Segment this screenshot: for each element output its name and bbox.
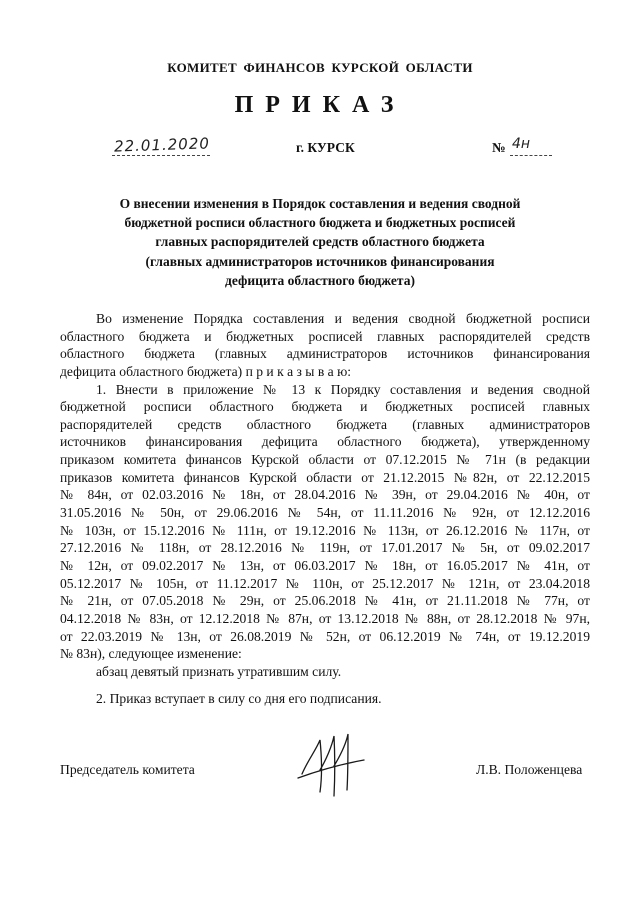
body-line: 04.12.2018 № 83н, от 12.12.2018 № 87н, от 13.12.2018 № 88н, от 28.12.2018 № 97н, — [60, 610, 590, 626]
clause-2: 2. Приказ вступает в силу со дня его подписания. — [96, 691, 382, 706]
body-line: № 83н), следующее изменение: — [60, 646, 242, 662]
subject-line: главных распорядителей средств областного бюджета — [155, 234, 485, 250]
body-line: областного бюджета (главных администраторов источников финансирования — [60, 346, 590, 362]
body-line: абзац девятый признать утратившим силу. — [96, 663, 342, 679]
document-subject — [60, 194, 580, 290]
body-line: источников финансирования дефицита областного бюджета), утвержденному — [60, 434, 590, 450]
handwritten-date: 22.01.2020 — [113, 134, 211, 156]
number-label: № — [492, 140, 506, 155]
body-line: бюджетной росписи областного бюджета и бюджетных росписей главных — [60, 399, 590, 415]
subject-line: бюджетной росписи областного бюджета и бюджетных росписей — [124, 215, 516, 231]
signer-name: Л.В. Положенцева — [476, 762, 583, 777]
body-line: приказов комитета финансов Курской области от 21.12.2015 №82н, от 22.12.2015 — [60, 469, 590, 485]
subject-line: О внесении изменения в Порядок составления и ведения сводной — [119, 196, 521, 211]
body-line: № 12н, от 09.02.2017 № 13н, от 06.03.2017 № 18н, от 16.05.2017 № 41н, от — [60, 557, 590, 573]
handwritten-signature — [290, 730, 370, 800]
document-body — [60, 310, 590, 680]
signer-title: Председатель комитета — [60, 762, 195, 777]
number-underline — [510, 155, 552, 157]
body-line: 27.12.2016 № 118н, от 28.12.2016 № 119н, от 17.01.2017 № 5н, от 09.02.2017 — [60, 540, 590, 556]
body-line: 1. Внести в приложение № 13 к Порядку составления и ведения сводной — [96, 381, 590, 397]
body-line: № 84н, от 02.03.2016 № 18н, от 28.04.2016 № 39н, от 29.04.2016 № 40н, от — [60, 487, 590, 503]
body-line: областного бюджета и бюджетных росписей главных распорядителей средств — [60, 328, 590, 344]
document-meta-row — [0, 134, 640, 160]
body-line: приказом комитета финансов Курской области от 07.12.2015 № 71н (в редакции — [60, 452, 590, 468]
body-line: Во изменение Порядка составления и ведения сводной бюджетной росписи — [96, 311, 590, 326]
subject-line: дефицита областного бюджета) — [225, 272, 415, 288]
date-underline — [112, 155, 210, 157]
document-type-title: ПРИКАЗ — [234, 92, 406, 118]
body-line: 05.12.2017 № 105н, от 11.12.2017 № 110н, от 25.12.2017 № 121н, от 23.04.2018 — [60, 575, 590, 591]
body-line: распорядителей средств областного бюджета (главных администраторов — [60, 416, 590, 432]
body-line: дефицита областного бюджета) п р и к а з ы в а ю: — [60, 363, 352, 379]
body-line: № 103н, от 15.12.2016 № 111н, от 19.12.2016 № 113н, от 26.12.2016 № 117н, от — [60, 522, 590, 538]
subject-line: (главных администраторов источников финансирования — [145, 253, 495, 269]
body-line: 31.05.2016 № 50н, от 29.06.2016 № 54н, от 11.11.2016 № 92н, от 12.12.2016 — [60, 505, 590, 521]
committee-name: КОМИТЕТ ФИНАНСОВ КУРСКОЙ ОБЛАСТИ — [167, 60, 473, 75]
body-line: № 21н, от 07.05.2018 № 29н, от 25.06.2018 № 41н, от 21.11.2018 № 77н, от — [60, 593, 590, 609]
handwritten-number: 4н — [512, 136, 531, 152]
city-label: г. КУРСК — [296, 140, 355, 155]
body-line: от 22.03.2019 № 13н, от 26.08.2019 № 52н, от 06.12.2019 № 74н, от 19.12.2019 — [60, 628, 590, 644]
